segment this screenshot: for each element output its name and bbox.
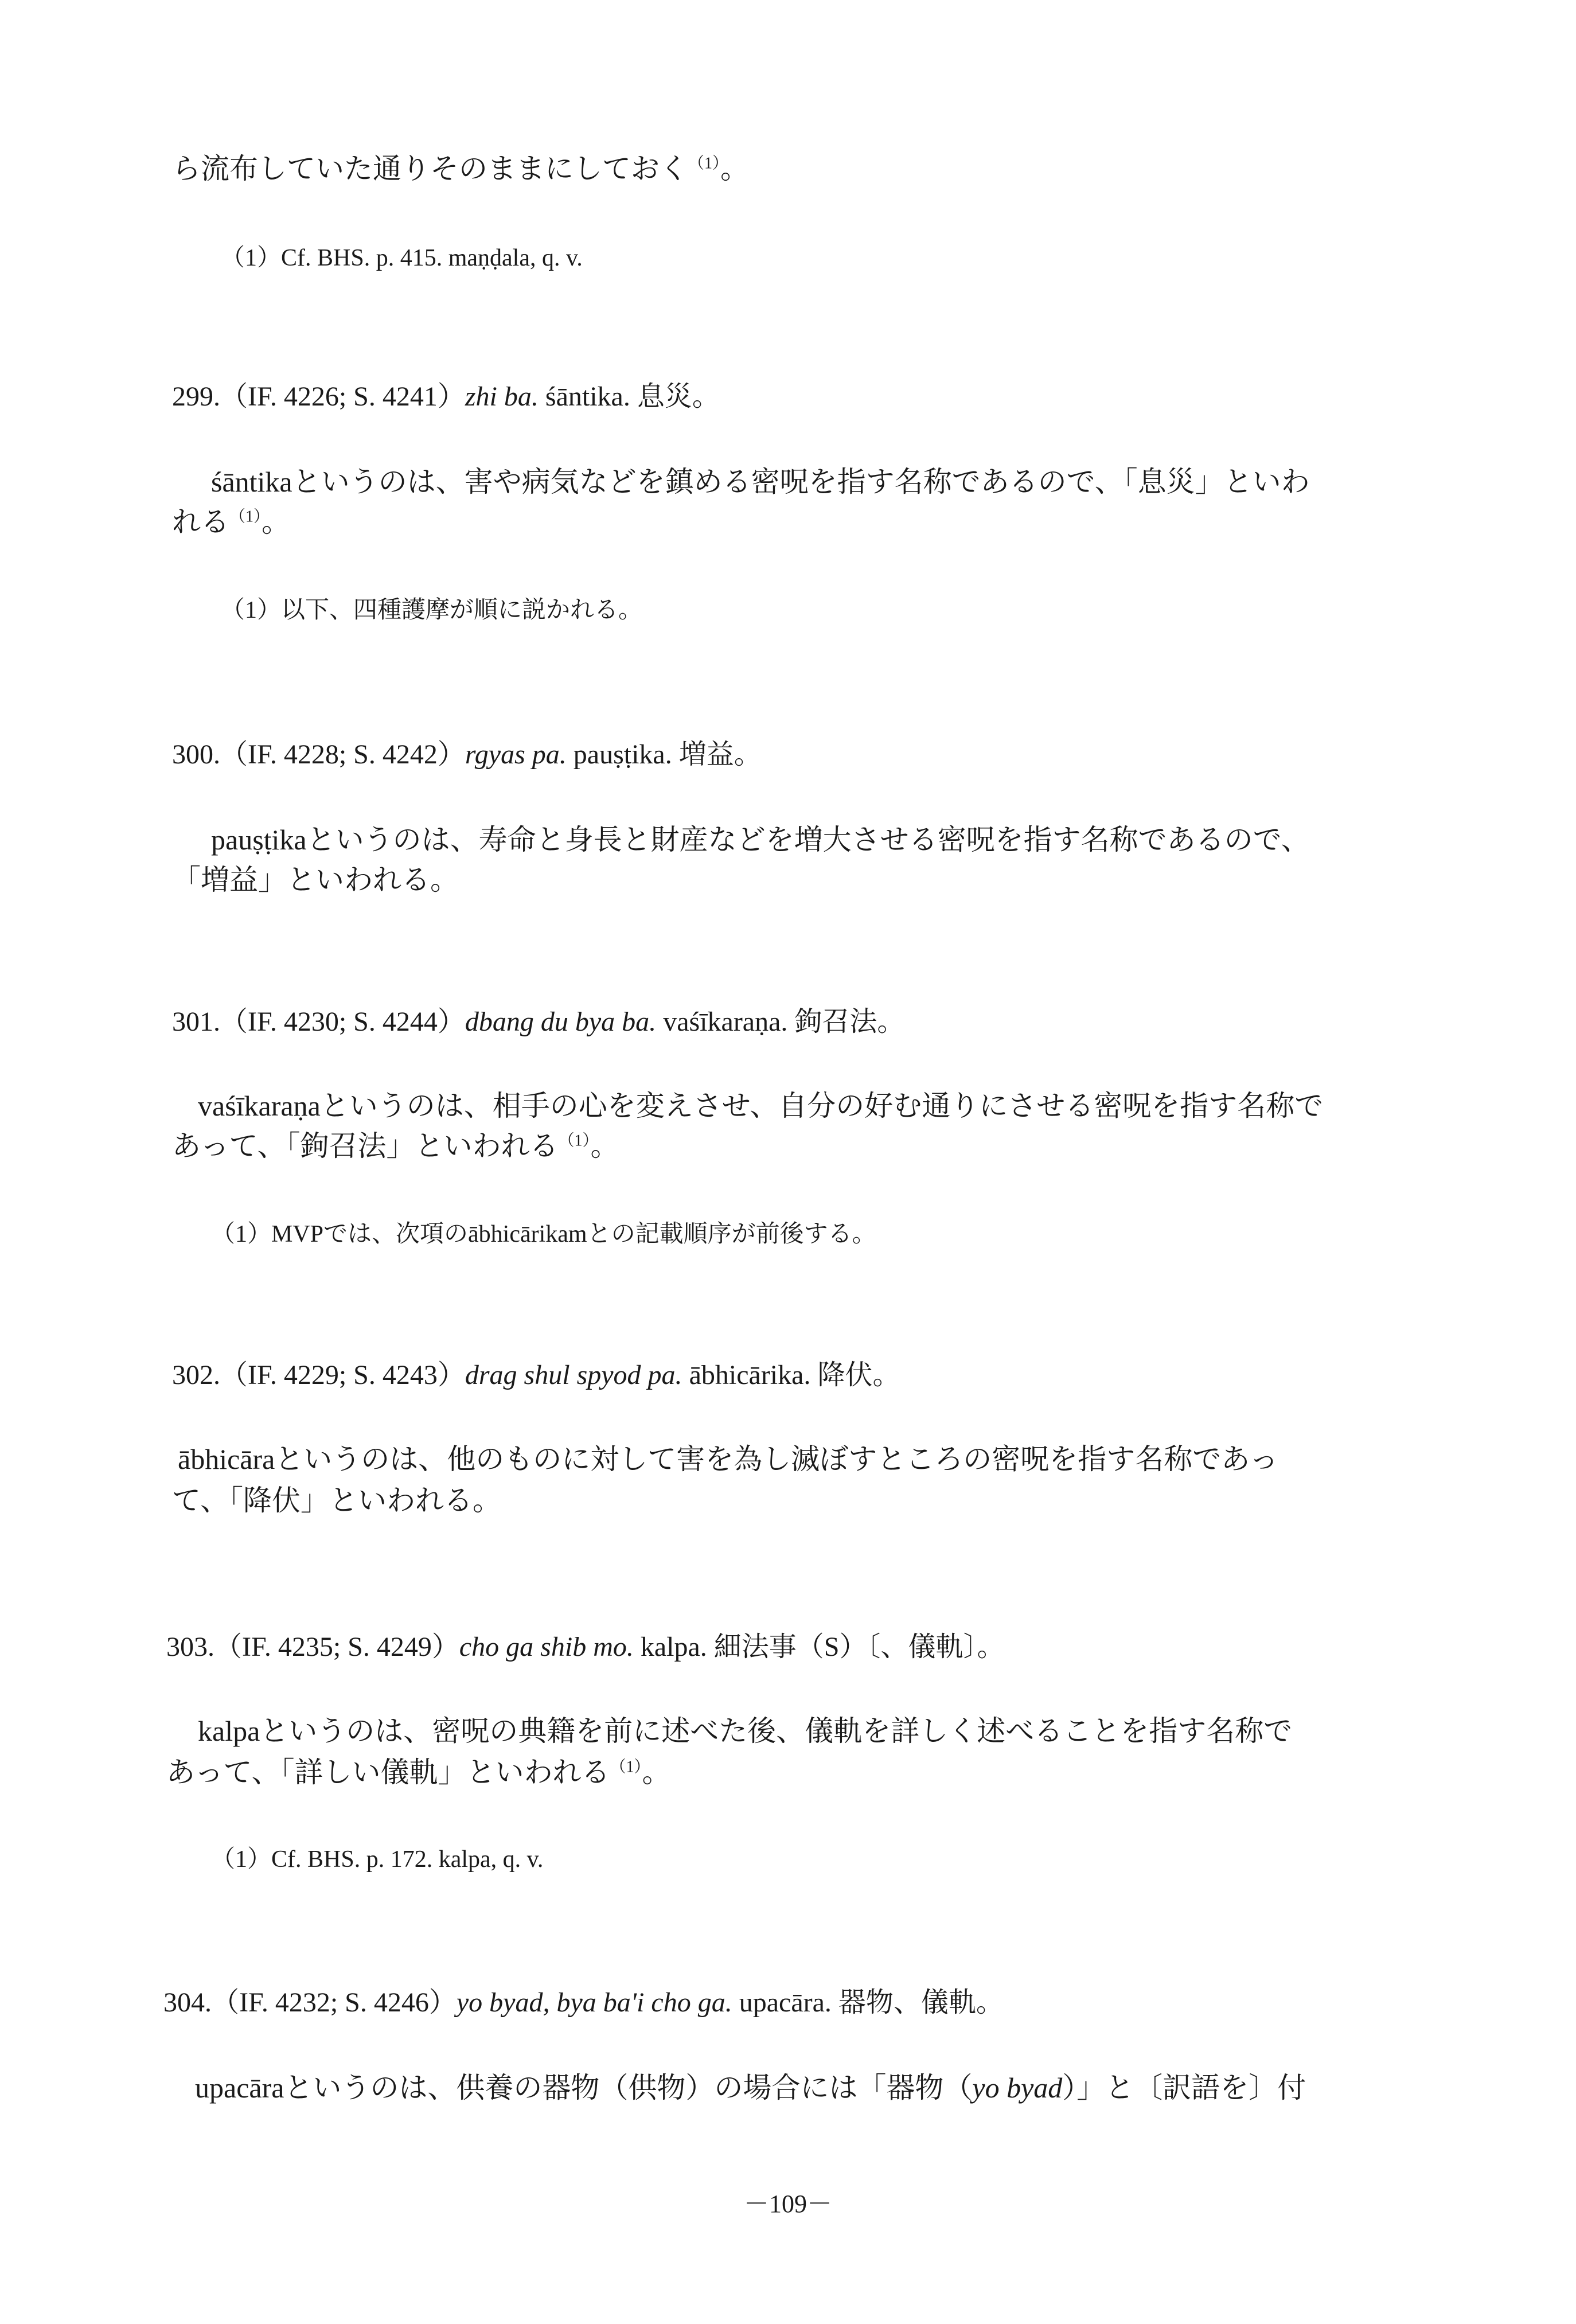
text-span: upacāraというのは、供養の器物（供物）の場合には「器物（ (195, 2072, 973, 2104)
body-text-line (172, 150, 749, 187)
text-span: kalpaというのは、密呪の典籍を前に述べた後、儀軌を詳しく述べることを指す名称で (198, 1715, 1293, 1747)
text-span: kalpa. 細法事（S）〔、儀軌〕。 (633, 1632, 1005, 1662)
text-span: vaśīkaraṇa. 鉤召法。 (656, 1007, 905, 1037)
footnote-marker: （1） (229, 508, 262, 526)
footnote-marker: （1） (558, 1132, 591, 1150)
body-text-line (172, 1482, 501, 1519)
footnote-line (211, 1841, 543, 1878)
body-text-line (198, 1713, 1292, 1749)
text-span: pauṣṭikaというのは、寿命と身長と財産などを増大させる密呪を指す名称であるので、 (211, 824, 1310, 856)
text-span: あって、「鉤召法」といわれる (172, 1130, 559, 1162)
text-span: śāntika. 息災。 (538, 381, 720, 412)
text-span: 302.（IF. 4229; S. 4243） (172, 1360, 465, 1390)
body-text-line (172, 504, 290, 540)
tibetan-term: dbang du bya ba. (465, 1007, 657, 1037)
tibetan-term: yo byad (972, 2072, 1063, 2104)
text-span: （1）Cf. BHS. p. 415. maṇḍala, q. v. (221, 245, 583, 271)
footnote-marker: （1） (610, 1758, 642, 1776)
footnote-line (211, 1216, 876, 1253)
tibetan-term: cho ga shib mo. (459, 1632, 634, 1662)
text-span: （1）以下、四種護摩が順に説かれる。 (221, 597, 643, 623)
tibetan-term: zhi ba. (465, 381, 539, 412)
text-span: ）」と〔訳語を〕付 (1062, 2072, 1306, 2104)
text-span: 299.（IF. 4226; S. 4241） (172, 381, 465, 412)
text-span: 。 (720, 153, 750, 185)
text-span: vaśīkaraṇaというのは、相手の心を変えさせ、自分の好む通りにさせる密呪を指す名称で (198, 1090, 1324, 1122)
text-span: 。 (642, 1756, 671, 1788)
text-span: 300.（IF. 4228; S. 4242） (172, 739, 465, 770)
entry-heading (172, 736, 762, 773)
body-text-line (198, 1087, 1323, 1124)
text-span: れる (172, 506, 229, 538)
entry-heading (172, 1004, 904, 1040)
body-text-line (172, 1128, 619, 1164)
tibetan-term: yo byad, bya ba'i cho ga. (456, 1987, 732, 2018)
text-span: upacāra. 器物、儀軌。 (732, 1987, 1004, 2018)
tibetan-term: rgyas pa. (465, 739, 567, 770)
entry-heading (172, 379, 720, 415)
text-span: て、「降伏」といわれる。 (172, 1484, 501, 1516)
text-span: śāntikaというのは、害や病気などを鎮める密呪を指す名称であるので、「息災」といわ (211, 466, 1310, 498)
tibetan-term: drag shul spyod pa. (465, 1360, 682, 1390)
text-span: ābhicārika. 降伏。 (682, 1360, 900, 1390)
text-span: 。 (590, 1130, 619, 1162)
body-text-line (166, 1754, 671, 1791)
body-text-line (211, 821, 1310, 858)
entry-heading (163, 1984, 1004, 2021)
body-text-line (195, 2069, 1306, 2106)
body-text-line (211, 463, 1310, 500)
text-span: pauṣṭika. 増益。 (566, 739, 762, 770)
text-span: 。 (262, 506, 291, 538)
text-span: （1）MVPでは、次項のābhicārikamとの記載順序が前後する。 (211, 1221, 876, 1247)
footnote-marker: （1） (688, 154, 721, 173)
entry-heading (166, 1629, 1005, 1666)
text-span: ら流布していた通りそのままにしておく (172, 153, 688, 185)
page-number: －109－ (744, 2190, 832, 2218)
text-span: 304.（IF. 4232; S. 4246） (163, 1987, 457, 2018)
entry-heading (172, 1357, 900, 1394)
text-span: 301.（IF. 4230; S. 4244） (172, 1007, 465, 1037)
text-span: （1）Cf. BHS. p. 172. kalpa, q. v. (211, 1846, 544, 1873)
body-text-line (178, 1441, 1278, 1477)
body-text-line (172, 861, 459, 898)
text-span: ābhicāraというのは、他のものに対して害を為し滅ぼすところの密呪を指す名称であっ (178, 1443, 1278, 1475)
text-span: 「増益」といわれる。 (172, 864, 459, 896)
footnote-line (221, 240, 583, 276)
text-span: 303.（IF. 4235; S. 4249） (166, 1632, 459, 1662)
text-span: あって、「詳しい儀軌」といわれる (166, 1756, 610, 1788)
footnote-line (221, 592, 642, 629)
